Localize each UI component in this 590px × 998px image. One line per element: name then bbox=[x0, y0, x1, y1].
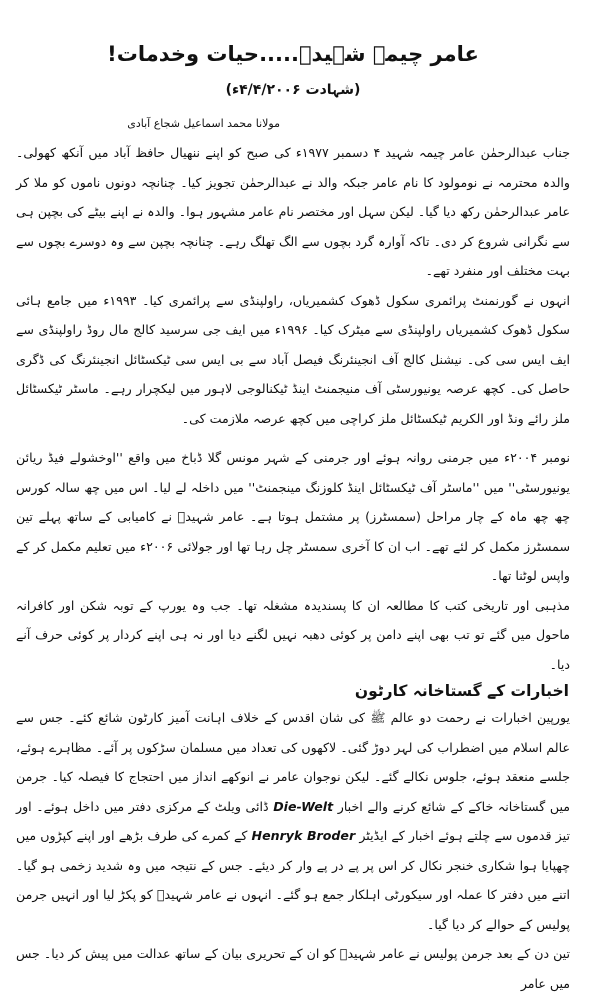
paragraph-court: تین دن کے بعد جرمن پولیس نے عامر شہیدؒ کو ان کے تحریری بیان کے ساتھ عدالت میں پیش کر دیا۔ جس میں عامر bbox=[16, 946, 570, 991]
paragraph-birth: جناب عبدالرحمٰن عامر چیمہ شہید ۴ دسمبر ۱۹۷۷ء کی صبح کو اپنے ننھیال حافظ آباد میں آنکھ کھولی۔ والدہ محترمہ نے نومولود کا نام عامر جبکہ والد نے عبدالرحمٰن تجویز کیا۔ چنانچہ دونوں ناموں کو ملا کر عامر عبدالرحمٰن رکھ دیا گیا۔ لیکن سہل اور مختصر نام عامر مشہور ہوا۔ والدہ نے اپنے بیٹے کی بچپن ہی سے نگرانی شروع کر دی۔ تاکہ آوارہ گرد بچوں سے الگ تھلگ رہے۔ چنانچہ بچپن سے وہ دوسرے بچوں سے بہت مختلف اور منفرد تھے۔ bbox=[16, 145, 570, 278]
paragraph-education: انہوں نے گورنمنٹ پرائمری سکول ڈھوک کشمیریاں، راولپنڈی سے پرائمری کیا۔ ۱۹۹۳ء میں جامع ہائی سکول ڈھوک کشمیریاں راولپنڈی سے میٹرک کیا۔ ۱۹۹۶ء میں ایف جی سرسید کالج مال روڈ راولپنڈی سے ایف ایس سی کی۔ نیشنل کالج آف انجینئرنگ فیصل آباد سے بی ایس سی ٹیکسٹائل انجینئرنگ کی ڈگری حاصل کی۔ کچھ عرصہ یونیورسٹی آف منیجمنٹ اینڈ ٹیکنالوجی لاہور میں لیکچرار رہے۔ ماسٹر ٹیکسٹائل ملز رائے ونڈ اور الکریم ٹیکسٹائل ملز کراچی میں کچھ عرصہ ملازمت کی۔ bbox=[16, 292, 570, 426]
paragraph-cartoons bbox=[16, 703, 570, 939]
newspaper-name: Die-Welt bbox=[273, 798, 334, 814]
paragraph-cartoons-text-2: ڈائی ویلٹ کے مرکزی دفتر میں داخل ہوئے۔ اور تیز قدموں سے چلتے ہوئے اخبار کے ایڈیٹر bbox=[16, 798, 570, 843]
page-title: عامر چیمہ شہیدؒ.....حیات وخدمات! bbox=[107, 42, 479, 66]
editor-name: Henryk Broder bbox=[251, 828, 356, 843]
paragraph-germany: نومبر ۲۰۰۴ء میں جرمنی روانہ ہوئے اور جرمنی کے شہر مونس گلا ڈباخ میں واقع ''اوخشولے فیڈ ریائن یونیورسٹی'' میں ''ماسٹر آف ٹیکسٹائل اینڈ کلوزنگ مینجمنٹ'' میں داخلہ لے لیا۔ اس میں چھ سالہ کورس چھ چھ ماہ کے چار مراحل (سمسٹرز) پر مشتمل ہوتا ہے۔ عامر شہیدؒ نے کامیابی کے ساتھ پہلے تین سمسٹرز مکمل کر لئے تھے۔ اب ان کا آخری سمسٹر چل رہا تھا اور جولائی ۲۰۰۶ء میں تعلیم مکمل کر کے واپس لوٹنا تھا۔ bbox=[16, 450, 570, 583]
paragraph-character: مذہبی اور تاریخی کتب کا مطالعہ ان کا پسندیدہ مشغلہ تھا۔ جب وہ یورپ کے توبہ شکن اور کافرانہ ماحول میں گئے تو تب بھی اپنے دامن پر کوئی دھبہ نہیں لگنے دیا اور نہ ہی اپنے کردار پر کوئی حرف آنے دیا۔ bbox=[16, 597, 570, 672]
paragraph-cartoons-text-3: کے کمرے کی طرف بڑھے اور اپنے کپڑوں میں چھپایا ہوا شکاری خنجر نکال کر اس پر پے در پے وار کر دیئے۔ جس کے نتیجہ میں وہ شدید زخمی ہو گیا۔ اتنے میں دفتر کا عملہ اور سیکورٹی اہلکار جمع ہو گئے۔ انہوں نے عامر شہیدؒ کو پکڑ لیا اور انہیں جرمن پولیس کے حوالے کر دیا گیا۔ bbox=[16, 828, 570, 932]
martyrdom-date-subtitle: (شہادت ۴/۴/۲۰۰۶ء) bbox=[225, 82, 361, 98]
section-heading-cartoons: اخبارات کے گستاخانہ کارٹون bbox=[354, 682, 569, 700]
paragraph-cartoons-text-1: یورپین اخبارات نے رحمت دو عالم ﷺ کی شان اقدس کے خلاف اہانت آمیز کارٹون شائع کئے۔ جس سے عالم اسلام میں اضطراب کی لہر دوڑ گئی۔ لاکھوں کی تعداد میں مسلمان سڑکوں پر آئے۔ مظاہرے ہوئے، جلسے منعقد ہوئے، جلوس نکالے گئے۔ لیکن نوجوان عامر نے انوکھے انداز میں احتجاج کا فیصلہ کیا۔ جرمن میں گستاخانہ خاکے کے شائع کرنے والے اخبار bbox=[16, 710, 570, 814]
author-name: مولانا محمد اسماعیل شجاع آبادی bbox=[127, 117, 280, 130]
